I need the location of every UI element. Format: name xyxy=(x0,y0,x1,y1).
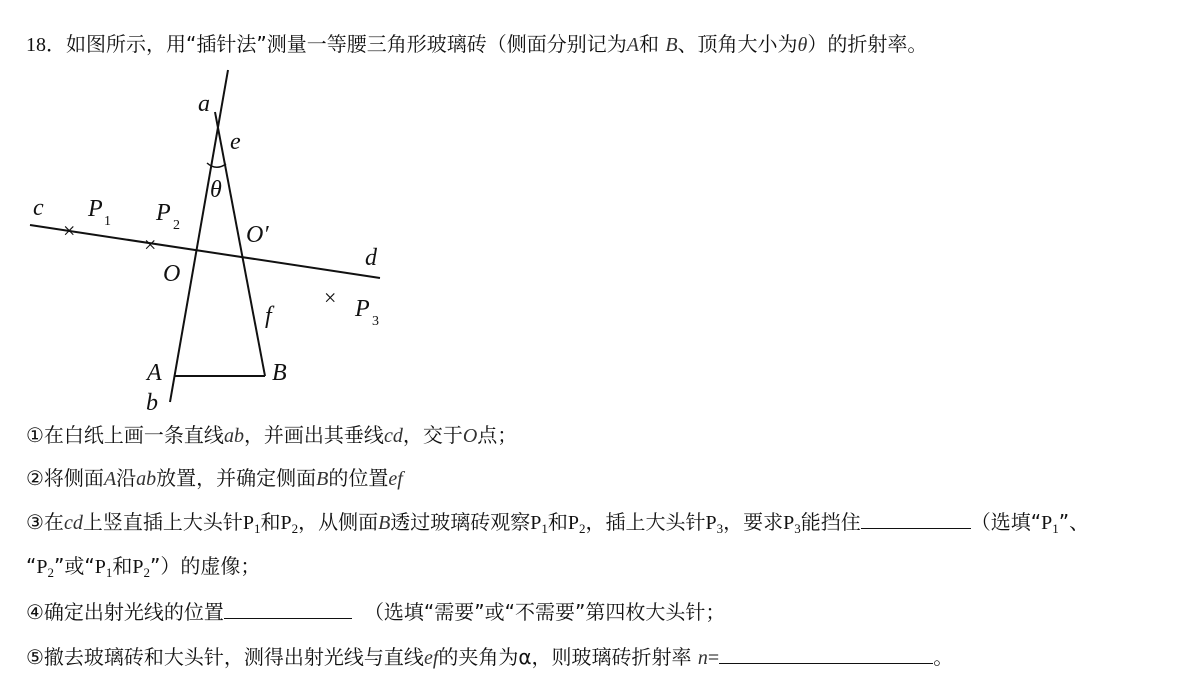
label-P2: P xyxy=(156,200,171,226)
label-O: O xyxy=(163,261,181,287)
step3-opt-P2: P xyxy=(36,556,48,578)
label-b: b xyxy=(146,390,158,416)
stem-text-2: 和 xyxy=(638,32,666,56)
label-d: d xyxy=(365,245,377,271)
step5-var-n: n xyxy=(697,647,708,669)
step5-text-1: ⑤撤去玻璃砖和大头针，测得出射光线与直线 xyxy=(26,645,424,669)
label-c: c xyxy=(33,195,44,221)
step3-opt-P1c-sub: 1 xyxy=(105,565,113,580)
line-ab xyxy=(170,70,228,402)
step3-P3: P xyxy=(705,512,717,534)
question-number: 18． xyxy=(26,34,66,56)
answer-blank-2[interactable] xyxy=(224,598,352,619)
step2-text-4: 的位置 xyxy=(328,466,389,490)
step4-text-1: ④确定出射光线的位置 xyxy=(26,600,224,624)
step3-text-11: ”）的虚像； xyxy=(149,554,261,578)
step3-open-quote: “ xyxy=(26,554,37,578)
step1-var-ab: ab xyxy=(223,425,244,447)
step3-text-10: ”或“ xyxy=(54,554,95,578)
step4-text-2: （选填“需要”或“不需要”第四枚大头针； xyxy=(363,600,726,624)
step3-opt-P1: P xyxy=(1041,512,1053,534)
apex-angle-arc xyxy=(207,163,226,167)
step3-P3b-sub: 3 xyxy=(794,521,801,536)
pin-P2-mark: × xyxy=(144,232,157,257)
step2-text-1: ②将侧面 xyxy=(26,466,104,490)
step2-var-ab: ab xyxy=(136,468,157,490)
step1-text-4: 点； xyxy=(477,423,518,447)
pin-P1-mark: × xyxy=(63,218,76,243)
step3-P2-sub: 2 xyxy=(291,521,299,536)
var-A: A xyxy=(626,34,639,56)
step3-text-7: 能挡住 xyxy=(800,510,861,534)
step1-var-cd: cd xyxy=(383,425,403,447)
step3-and-3: 和 xyxy=(112,554,133,578)
step3-var-B: B xyxy=(378,512,391,534)
label-e: e xyxy=(230,129,241,155)
answer-blank-1[interactable] xyxy=(861,508,971,529)
step3-and-2: 和 xyxy=(547,510,568,534)
step3-P1: P xyxy=(242,512,254,534)
step3-text-2: 上竖直插上大头针 xyxy=(82,510,243,534)
label-P1: P xyxy=(88,196,103,222)
step3-var-cd: cd xyxy=(63,512,83,534)
stem-text-3: 、顶角大小为 xyxy=(677,32,798,56)
step5-text-2: 的夹角为α，则玻璃砖折射率 xyxy=(438,645,698,669)
step3-P1b: P xyxy=(530,512,542,534)
step3-P2: P xyxy=(280,512,292,534)
answer-blank-3[interactable] xyxy=(719,643,933,664)
step3-text-5: ，插上大头针 xyxy=(585,510,706,534)
step2-text-2: 沿 xyxy=(116,466,137,490)
label-P3-sub: 3 xyxy=(372,314,379,329)
step1-text-1: ①在白纸上画一条直线 xyxy=(26,423,224,447)
step3-text-3: ，从侧面 xyxy=(298,510,379,534)
step-5 xyxy=(26,643,953,672)
step5-period: 。 xyxy=(933,645,954,669)
stem-text-1: 如图所示，用“插针法”测量一等腰三角形玻璃砖（侧面分别记为 xyxy=(66,32,627,56)
step5-var-ef: ef xyxy=(423,647,439,669)
label-P3: P xyxy=(355,296,370,322)
step1-var-O: O xyxy=(462,425,478,447)
label-O-prime: O′ xyxy=(246,222,269,248)
label-B: B xyxy=(272,360,287,386)
label-theta: θ xyxy=(210,177,222,203)
step-4 xyxy=(26,598,725,626)
step2-var-ef: ef xyxy=(388,468,403,490)
step1-text-2: ，并画出其垂线 xyxy=(243,423,384,447)
step-1 xyxy=(26,421,517,450)
step3-and-1: 和 xyxy=(260,510,281,534)
var-B: B xyxy=(665,34,678,56)
step-3 xyxy=(26,508,1089,537)
step2-var-B: B xyxy=(316,468,329,490)
step3-P3-sub: 3 xyxy=(716,521,724,536)
label-f: f xyxy=(265,303,272,329)
step2-text-3: 放置，并确定侧面 xyxy=(156,466,317,490)
step3-text-6: ，要求 xyxy=(723,510,784,534)
step3-P2b-sub: 2 xyxy=(579,521,586,536)
line-cd xyxy=(30,225,380,278)
step3-text-1: ③在 xyxy=(26,510,64,534)
var-theta: θ xyxy=(797,34,808,56)
step3-text-4: 透过玻璃砖观察 xyxy=(390,510,531,534)
step3-text-9: ”、 xyxy=(1058,510,1090,534)
step-2 xyxy=(26,464,403,493)
step3-opt-P1c: P xyxy=(94,556,106,578)
label-P1-sub: 1 xyxy=(104,214,111,229)
label-A: A xyxy=(147,360,162,386)
label-a: a xyxy=(198,91,210,117)
step3-opt-P2-sub: 2 xyxy=(47,565,54,580)
step3-opt-P1-sub: 1 xyxy=(1052,521,1059,536)
step3-P3b: P xyxy=(783,512,795,534)
pin-P3-mark: × xyxy=(324,285,337,310)
step3-P1-sub: 1 xyxy=(253,521,261,536)
step-3-continued xyxy=(26,552,260,581)
prism-diagram xyxy=(0,0,420,420)
label-P2-sub: 2 xyxy=(173,218,180,233)
step5-equals: = xyxy=(707,647,720,669)
step3-P2b: P xyxy=(567,512,580,534)
step3-opt-P2c: P xyxy=(132,556,144,578)
step2-var-A: A xyxy=(103,468,117,490)
step3-P1b-sub: 1 xyxy=(541,521,548,536)
stem-text-4: ）的折射率。 xyxy=(807,32,928,56)
step3-text-8: （选填“ xyxy=(970,510,1042,534)
step3-opt-P2c-sub: 2 xyxy=(143,565,150,580)
step1-text-3: ，交于 xyxy=(402,423,463,447)
